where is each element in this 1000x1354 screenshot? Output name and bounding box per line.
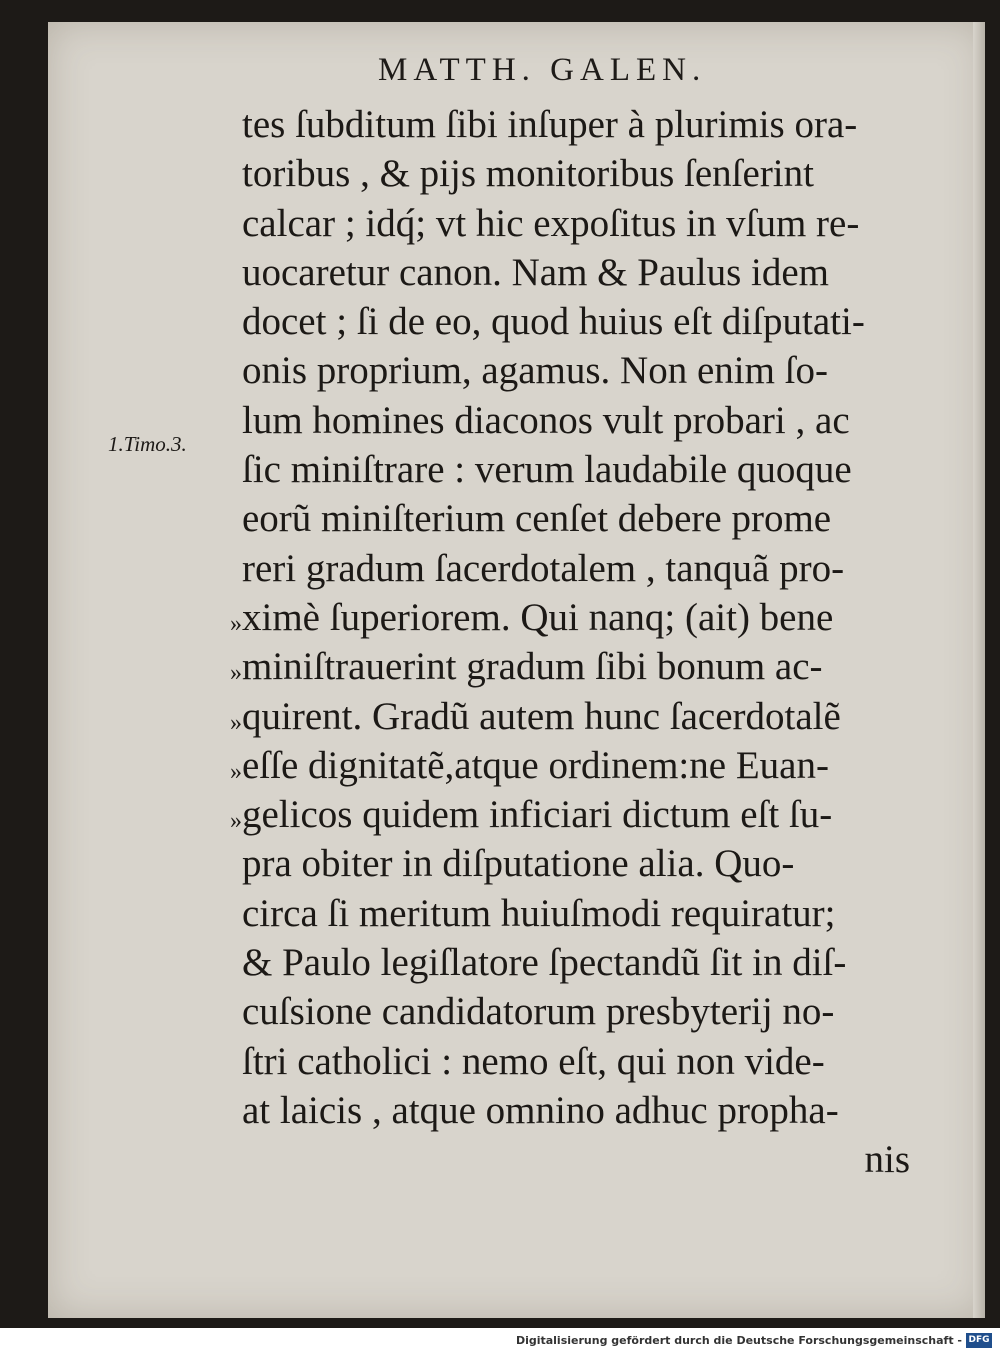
text-line: calcar ; idq́; vt hic expoſitus in vſum re- bbox=[242, 201, 860, 245]
text-line: miniſtrauerint gradum ſibi bonum ac- bbox=[242, 645, 823, 689]
page-edge bbox=[973, 22, 985, 1318]
running-head: MATTH. GALEN. bbox=[378, 52, 707, 88]
text-line: eſſe dignitatẽ,atque ordinem:ne Euan- bbox=[242, 743, 829, 787]
text-line: ximè ſuperiorem. Qui nanq; (ait) bene bbox=[242, 595, 834, 639]
text-line: & Paulo legiſlatore ſpectandũ ſit in diſ- bbox=[242, 941, 847, 985]
text-line: circa ſi meritum huiuſmodi requiratur; bbox=[242, 891, 836, 935]
text-line: tes ſubditum ſibi inſuper à plurimis ora- bbox=[242, 103, 858, 146]
text-line: gelicos quidem inficiari dictum eſt ſu- bbox=[242, 793, 833, 837]
body-text bbox=[242, 100, 922, 1185]
text-line: quirent. Gradũ autem hunc ſacerdotalẽ bbox=[242, 694, 841, 738]
quote-mark: » bbox=[230, 808, 242, 835]
text-line: onis proprium, agamus. Non enim ſo- bbox=[242, 349, 829, 393]
quote-mark: » bbox=[230, 709, 242, 736]
footer-bar bbox=[0, 1328, 1000, 1354]
text-line: eorũ miniſterium cenſet debere prome bbox=[242, 497, 832, 541]
text-line: toribus , & pijs monitoribus ſenſerint bbox=[242, 152, 814, 196]
catchword: nis bbox=[864, 1138, 910, 1182]
text-line: ſic miniſtrare : verum laudabile quoque bbox=[242, 448, 852, 492]
text-line: reri gradum ſacerdotalem , tanquã pro- bbox=[242, 546, 845, 590]
quote-mark: » bbox=[230, 660, 242, 687]
funding-notice: Digitalisierung gefördert durch die Deutsche Forschungsgemeinschaft - bbox=[515, 1334, 962, 1347]
text-line: lum homines diaconos vult probari , ac bbox=[242, 398, 850, 442]
text-line: pra obiter in diſputatione alia. Quo- bbox=[242, 842, 795, 886]
text-line: uocaretur canon. Nam & Paulus idem bbox=[242, 250, 829, 294]
text-line: docet ; ſi de eo, quod huius eſt diſputati- bbox=[242, 300, 865, 344]
text-line: ſtri catholici : nemo eſt, qui non vide- bbox=[242, 1039, 825, 1083]
text-line: at laicis , atque omnino adhuc propha- bbox=[242, 1088, 839, 1132]
dfg-logo: DFG bbox=[966, 1333, 992, 1348]
quotation-marks-column bbox=[212, 600, 242, 846]
quote-mark: » bbox=[230, 758, 242, 785]
marginal-note: 1.Timo.3. bbox=[108, 432, 187, 456]
quote-mark: » bbox=[230, 611, 242, 637]
text-line: cuſsione candidatorum presbyterij no- bbox=[242, 990, 835, 1034]
